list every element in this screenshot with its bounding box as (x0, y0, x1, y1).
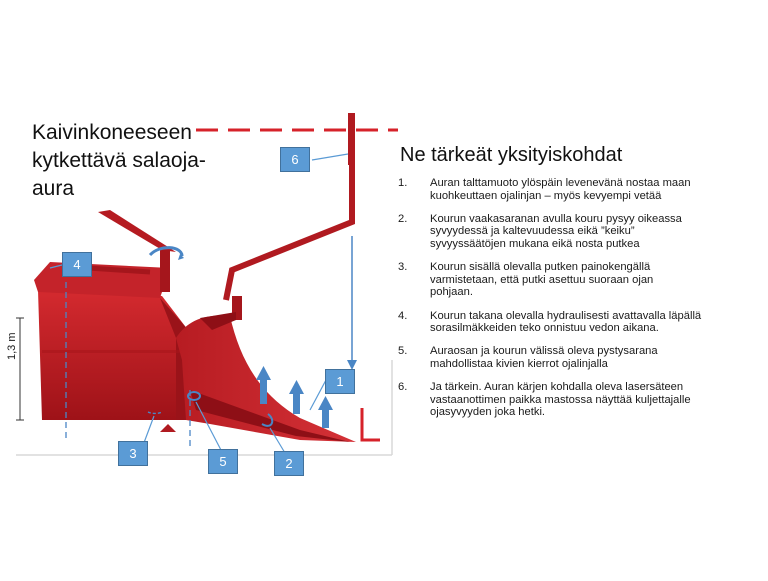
list-item-number: 4. (398, 309, 408, 322)
details-heading: Ne tärkeät yksityiskohdat (400, 144, 623, 166)
list-item-number: 6. (398, 381, 408, 394)
callout-2: 2 (274, 451, 304, 476)
details-list (398, 177, 758, 429)
depth-marker (362, 408, 380, 440)
list-item-text: Auraosan ja kourun välissä oleva pystysarana mahdollistaa kivien kierrot ojalinjalla (430, 345, 658, 370)
page-title: Kaivinkoneeseen kytkettävä salaoja- aura (32, 121, 206, 200)
list-item (398, 261, 758, 299)
callout-4: 4 (62, 252, 92, 277)
list-item-number: 1. (398, 177, 408, 189)
callout-5: 5 (208, 449, 238, 474)
list-item (398, 345, 758, 370)
callout-1: 1 (325, 369, 355, 394)
list-item-number: 2. (398, 212, 408, 225)
mast-arm (226, 160, 352, 300)
list-item (398, 213, 758, 251)
list-item-number: 3. (398, 261, 408, 274)
list-item-number: 5. (398, 345, 408, 358)
scale-label: 1,3 m (6, 332, 18, 360)
list-item (398, 310, 758, 335)
laser-mast (348, 113, 355, 165)
list-item-text: Kourun takana olevalla hydraulisesti avattavalla läpällä sorasilmäkkeiden teko onnistuu vedon aikana. (430, 309, 702, 335)
list-item-text: Auran talttamuoto ylöspäin levenevänä nostaa maan kuohkeuttaen ojalinjan – myös kevyempi vetää (430, 177, 691, 202)
list-item-text: Kourun sisällä olevalla putken painokengällä varmistetaan, että putki asettuu suoraan ojan pohjaan. (430, 261, 654, 299)
list-item-text: Ja tärkein. Auran kärjen kohdalla oleva lasersäteen vastaanottimen paikka mastossa näyttää kuljettajalle ojasyvyyden joka hetki. (430, 381, 691, 419)
callout-3: 3 (118, 441, 148, 466)
callout-6: 6 (280, 147, 310, 172)
list-item (398, 177, 758, 202)
list-item (398, 381, 758, 419)
list-item-text: Kourun vaakasaranan avulla kouru pysyy oikeassa syvyydessä ja kaltevuudessa eikä ”keiku” syvyyssäätöjen mukana eikä nosta putkea (430, 212, 682, 250)
